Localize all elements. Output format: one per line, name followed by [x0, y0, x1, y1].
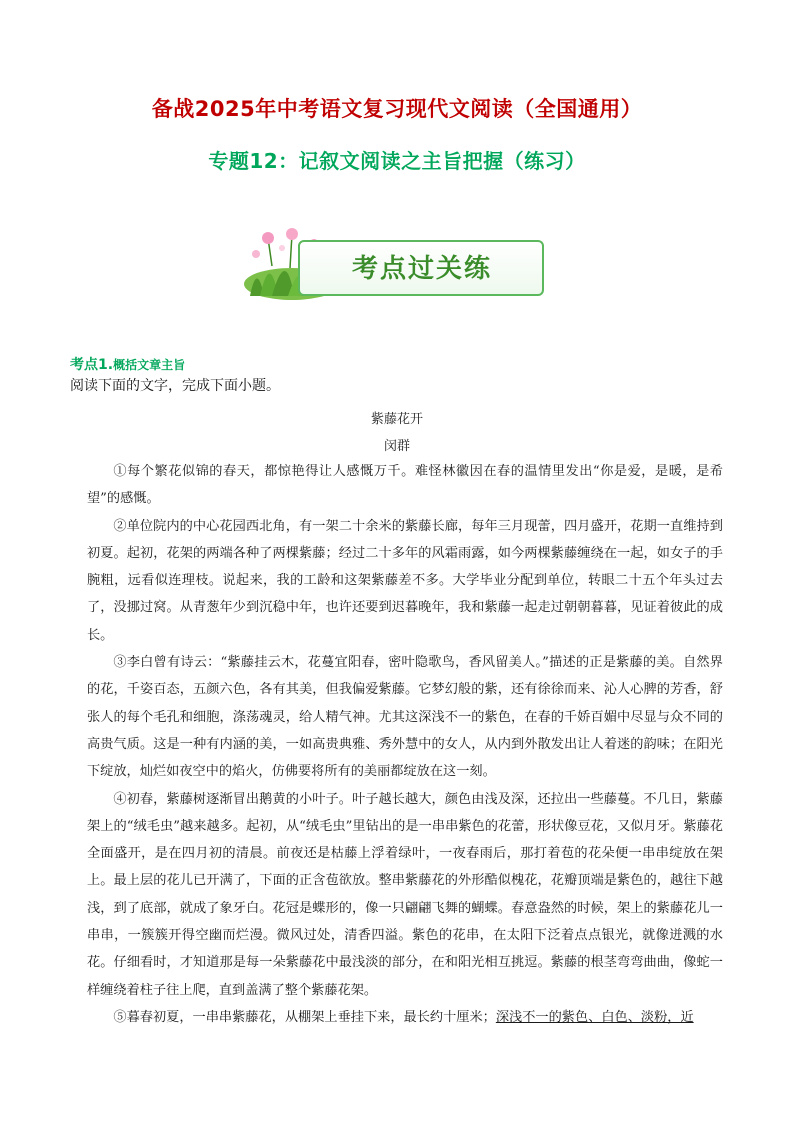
paragraph: ③李白曾有诗云：“紫藤挂云木，花蔓宜阳春，密叶隐歌鸟，香风留美人。”描述的正是紫藤的美。自然界的花，千姿百态，五颜六色，各有其美，但我偏爱紫藤。它梦幻般的紫，还有徐徐而来、沁人心脾的芳香，舒张人的每个毛孔和细胞，涤荡魂灵，给人精气神。尤其这深浅不一的紫色，在春的千娇百媚中尽显与众不同的高贵气质。这是一种有内涵的美，一如高贵典雅、秀外慧中的女人，从内到外散发出让人着迷的韵味；在阳光下绽放，灿烂如夜空中的焰火，仿佛要将所有的美丽都绽放在这一刻。: [87, 655, 723, 780]
paragraph: ④初春，紫藤树逐渐冒出鹅黄的小叶子。叶子越长越大，颜色由浅及深，还拉出一些藤蔓。不几日，紫藤架上的“绒毛虫”越来越多。起初，从“绒毛虫”里钻出的是一串串紫色的花蕾，形状像豆花，又似月牙。紫藤花全面盛开，是在四月初的清晨。前夜还是枯藤上浮着绿叶，一夜春雨后，那打着苞的花朵便一串串绽放在架上。最上层的花儿已开满了，下面的正含苞欲放。整串紫藤花的外形酷似槐花，花瓣顶端是紫色的，越往下越浅，到了底部，就成了象牙白。花冠是蝶形的，像一只翩翩飞舞的蝴蝶。春意盎然的时候，架上的紫藤花儿一串串，一簇簇开得空幽而烂漫。微风过处，清香四溢。紫色的花串，在太阳下泛着点点银光，就像迸溅的水花。仔细看时，才知道那是每一朵紫藤花中最浅淡的部分，在和阳光相互挑逗。紫藤的根茎弯弯曲曲，像蛇一样缠绕着柱子往上爬，直到盖满了整个紫藤花架。: [87, 791, 723, 998]
section-heading-text: 概括文章主旨: [113, 358, 186, 372]
paragraph: [87, 1004, 723, 1031]
section-banner: [242, 226, 548, 300]
paragraph: ①每个繁花似锦的春天，都惊艳得让人感慨万千。难怪林徽因在春的温情里发出“你是爱，是暖，是希望”的感慨。: [87, 464, 723, 507]
paragraph: ②单位院内的中心花园西北角，有一架二十余米的紫藤长廊，每年三月现蕾，四月盛开，花期一直维持到初夏。起初，花架的两端各种了两棵紫藤；经过二十多年的风霜雨露，如今两棵紫藤缠绕在一起，如女子的手腕粗，远看似连理枝。说起来，我的工龄和这架紫藤差不多。大学毕业分配到单位，转眼二十五个年头过去了，没挪过窝。从青葱年少到沉稳中年，也许还要到迟暮晚年，我和紫藤一起走过朝朝暮暮，见证着彼此的成长。: [87, 518, 723, 643]
page-subtitle: 专题12：记叙文阅读之主旨把握（练习）: [208, 149, 586, 173]
article-body: [87, 458, 723, 1031]
instruction-text: 阅读下面的文字，完成下面小题。: [70, 378, 280, 394]
section-heading-number: 考点1.: [70, 357, 114, 373]
section-heading: [70, 354, 185, 374]
underlined-sentence: 深浅不一的紫色、白色、淡粉，近: [495, 1009, 694, 1025]
article-author: 闵群: [383, 439, 410, 454]
paragraph-text: ⑤暮春初夏，一串串紫藤花，从棚架上垂挂下来，最长约十厘米；: [113, 1009, 496, 1025]
page-title: 备战2025年中考语文复习现代文阅读（全国通用）: [151, 97, 643, 121]
article-title: 紫藤花开: [370, 412, 423, 427]
banner-label: 考点过关练: [352, 254, 493, 284]
